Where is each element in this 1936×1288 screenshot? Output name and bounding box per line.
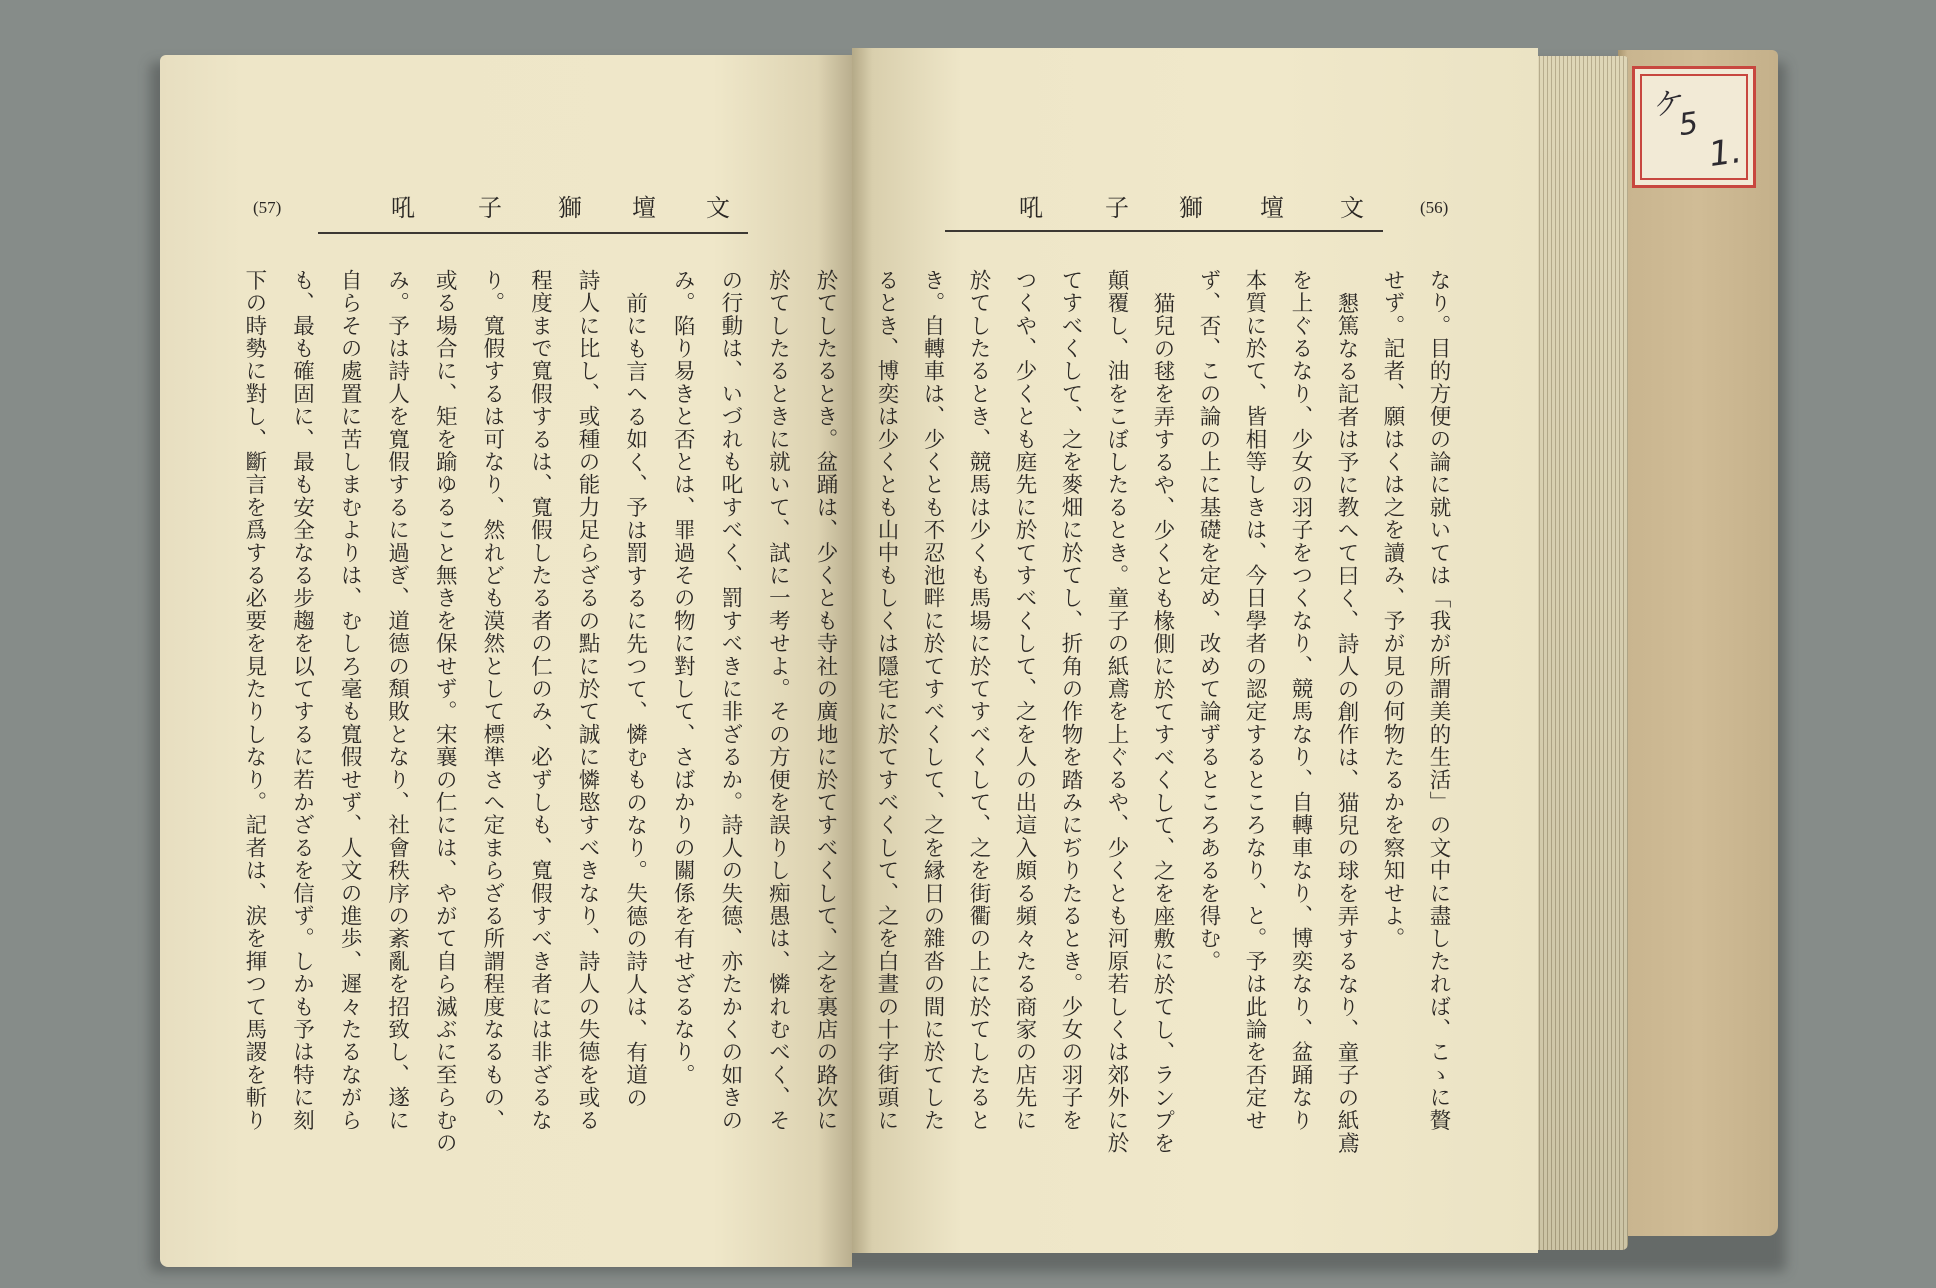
running-head-char: 獅 bbox=[1179, 194, 1203, 222]
book-back-cover bbox=[1618, 50, 1778, 1236]
left-page bbox=[160, 55, 852, 1267]
right-page bbox=[852, 48, 1538, 1253]
label-line: 5 bbox=[1676, 105, 1701, 144]
running-head-char: 壇 bbox=[1260, 194, 1284, 222]
text-column: 於てしたるとき。盆踊は、少くとも寺社の廣地に於てすべくして、之を裏店の路次に bbox=[813, 269, 838, 1132]
text-column: せず。記者、願はくは之を讀み、予が見の何物たるかを察知せよ。 bbox=[1380, 269, 1405, 950]
header-rule bbox=[945, 230, 1383, 232]
text-column: てすべくして、之を麥畑に於てし、折角の作物を踏みにぢりたるとき。少女の羽子を bbox=[1058, 269, 1083, 1132]
text-column: 於てしたるときに就いて、試に一考せよ。その方便を誤りし痴愚は、憐れむべく、そ bbox=[765, 269, 791, 1132]
running-head-char: 文 bbox=[706, 194, 730, 222]
text-column: 本質に於て、皆相等しきは、今日學者の認定するところなり、と。予は此論を否定せ bbox=[1242, 269, 1267, 1132]
running-head-char: 文 bbox=[1340, 194, 1364, 222]
text-column: つくや、少くとも庭先に於てすべくして、之を人の出這入頗る頻々たる商家の店先に bbox=[1012, 269, 1037, 1132]
text-column: 於てしたるとき、競馬は少くも馬場に於てすべくして、之を街衢の上に於てしたると bbox=[966, 269, 991, 1132]
running-head-char: 吼 bbox=[391, 194, 415, 222]
text-column: 顛覆し、油をこぼしたるとき。童子の紙鳶を上ぐるや、少くとも河原若しくは郊外に於 bbox=[1104, 269, 1129, 1155]
text-column: 自らその處置に苦しまむよりは、むしろ毫も寬假せず、人文の進歩、遲々たるながら bbox=[337, 269, 363, 1132]
text-column: 詩人に比し、或種の能力足らざるの點に於て誠に憐愍すべきなり、詩人の失德を或る bbox=[575, 269, 601, 1132]
text-column: 或る場合に、矩を踰ゆること無きを保せず。宋襄の仁には、やがて自ら滅ぶに至らむの bbox=[432, 269, 458, 1155]
text-column: 猫兒の毬を弄するや、少くとも椽側に於てすべくして、之を座敷に於てし、ランプを bbox=[1150, 291, 1175, 1155]
body-text bbox=[863, 269, 1461, 1229]
page-number: (57) bbox=[253, 198, 282, 217]
text-column: を上ぐるなり、少女の羽子をつくなり、競馬なり、自轉車なり、博奕なり、盆踊なり bbox=[1288, 269, 1313, 1132]
text-column: み。陷り易きと否とは、罪過その物に對して、さばかりの關係を有せざるなり。 bbox=[670, 269, 696, 1087]
body-text bbox=[230, 269, 849, 1229]
page-edges bbox=[1536, 56, 1628, 1250]
text-column: 下の時勢に對し、斷言を爲する必要を見たりしなり。記者は、涙を揮つて馬謖を斬り bbox=[241, 269, 267, 1132]
page-number: (56) bbox=[1420, 198, 1449, 217]
text-column: 程度まで寬假するは、寬假したる者の仁のみ、必ずしも、寬假すべき者には非ざるな bbox=[527, 269, 553, 1132]
text-column: の行動は、いづれも叱すべく、罰すべきに非ざるか。詩人の失德、亦たかくの如きの bbox=[717, 269, 743, 1132]
text-column: 懇篤なる記者は予に教へて曰く、詩人の創作は、猫兒の球を弄するなり、童子の紙鳶 bbox=[1334, 291, 1359, 1155]
running-head-char: 壇 bbox=[632, 194, 656, 222]
text-column: き。自轉車は、少くとも不忍池畔に於てすべくして、之を縁日の雜沓の間に於てした bbox=[920, 269, 945, 1132]
running-head-char: 獅 bbox=[558, 194, 582, 222]
header-rule bbox=[318, 232, 748, 234]
text-column: ず、否、この論の上に基礎を定め、改めて論ずるところあるを得む。 bbox=[1196, 269, 1221, 973]
text-column: なり。目的方便の論に就いては「我が所謂美的生活」の文中に盡したれば、こゝに贅 bbox=[1426, 269, 1451, 1132]
library-call-number-label bbox=[1632, 66, 1756, 188]
text-column: 前にも言へる如く、予は罰するに先つて、憐むものなり。失德の詩人は、有道の bbox=[622, 291, 648, 1109]
label-line: ケ bbox=[1649, 85, 1684, 124]
running-head-char: 子 bbox=[478, 194, 502, 222]
running-head-char: 吼 bbox=[1019, 194, 1043, 222]
label-line: 1. bbox=[1706, 130, 1745, 176]
running-head-char: 子 bbox=[1105, 194, 1129, 222]
text-column: るとき、博奕は少くとも山中もしくは隱宅に於てすべくして、之を白晝の十字街頭に bbox=[874, 269, 899, 1132]
text-column: り。寬假するは可なり、然れども漠然として標準さへ定まらざる所謂程度なるもの、 bbox=[479, 269, 505, 1132]
text-column: み。予は詩人を寬假するに過ぎ、道德の頽敗となり、社會秩序の紊亂を招致し、遂に bbox=[384, 269, 410, 1132]
text-column: も、最も確固に、最も安全なる步趨を以てするに若かざるを信ず。しかも予は特に刻 bbox=[289, 269, 315, 1132]
